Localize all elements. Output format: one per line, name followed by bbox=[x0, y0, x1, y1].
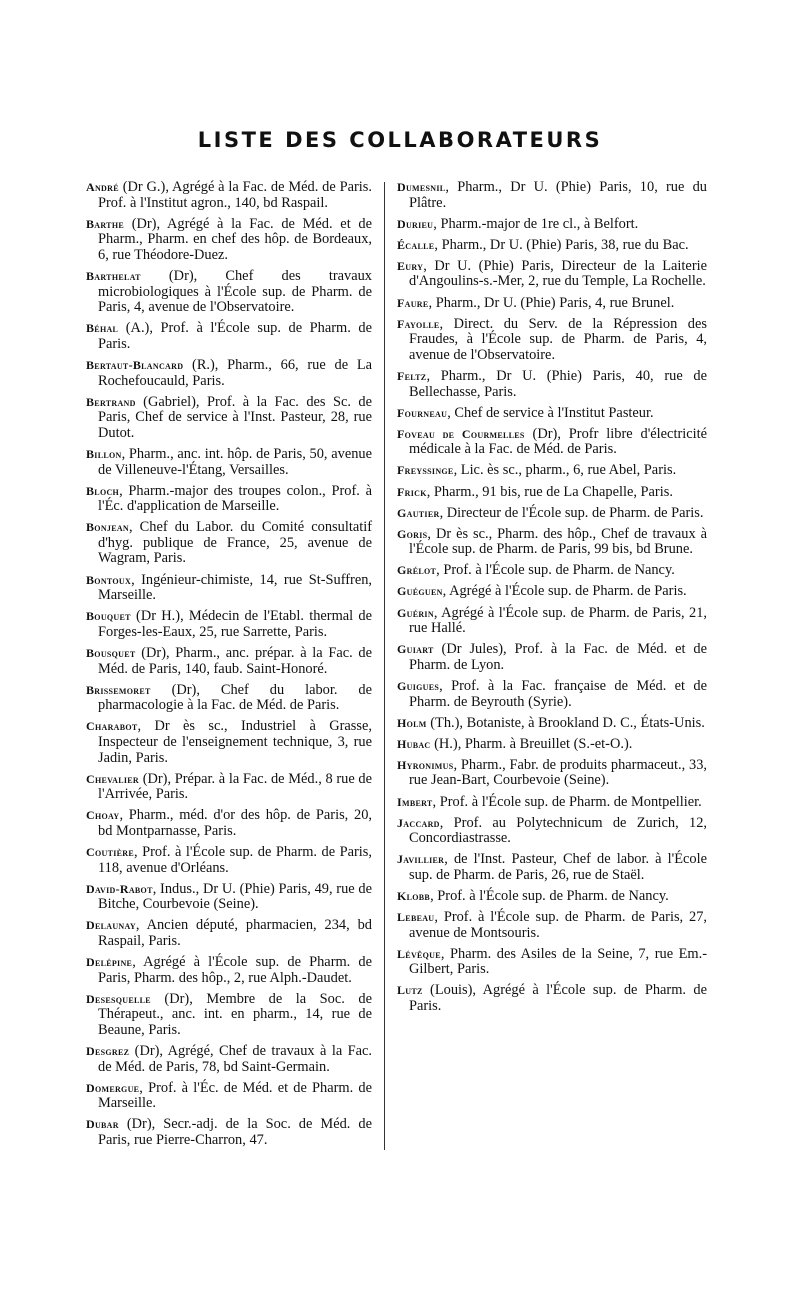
collaborator-details: , Pharm., Dr U. (Phie) Paris, 38, rue du Bac. bbox=[434, 236, 689, 253]
collaborator-name: Bousquet bbox=[86, 645, 136, 660]
collaborator-details: , Pharm., méd. d'or des hôp. de Paris, 20, bd Montparnasse, Paris. bbox=[98, 807, 372, 839]
collaborator-entry bbox=[397, 758, 707, 789]
collaborator-name: Bertrand bbox=[86, 394, 136, 409]
collaborator-name: Barthe bbox=[86, 216, 124, 231]
collaborator-details: , de l'Inst. Pasteur, Chef de labor. à l'École sup. de Pharm. de Paris, 26, rue de Staël. bbox=[409, 851, 707, 883]
collaborator-name: Béhal bbox=[86, 321, 119, 336]
collaborator-details: , Lic. ès sc., pharm., 6, rue Abel, Paris. bbox=[453, 462, 677, 479]
collaborator-entry bbox=[86, 484, 372, 515]
collaborator-details: (Dr), Agrégé à la Fac. de Méd. et de Pharm., Pharm. en chef des hôp. de Bordeaux, 6, rue Théodore-Duez. bbox=[98, 215, 372, 263]
collaborator-name: Jaccard bbox=[397, 815, 440, 830]
left-column bbox=[86, 180, 372, 1154]
collaborator-entry bbox=[397, 180, 707, 211]
collaborator-entry bbox=[86, 719, 372, 766]
collaborator-name: Freyssinge bbox=[397, 463, 454, 478]
collaborator-name: Guiart bbox=[397, 642, 434, 657]
collaborator-name: Eury bbox=[397, 258, 424, 273]
collaborator-entry bbox=[86, 683, 372, 714]
collaborator-entry bbox=[397, 716, 707, 732]
collaborator-details: (Dr), Chef des travaux microbiologiques à l'École sup. de Pharm. de Paris, 4, avenue de l'Observatoire. bbox=[98, 267, 372, 316]
collaborator-details: , Direct. du Serv. de la Répression des Fraudes, à l'École sup. de Pharm. de Paris, 4, avenue de l'Observatoire. bbox=[409, 315, 707, 363]
collaborator-name: Hubac bbox=[397, 736, 431, 751]
collaborator-entry bbox=[397, 983, 707, 1014]
collaborator-details: (H.), Pharm. à Breuillet (S.-et-O.). bbox=[430, 735, 633, 752]
collaborator-entry bbox=[86, 1044, 372, 1075]
collaborator-details: , Agrégé à l'École sup. de Pharm. de Paris, 21, rue Hallé. bbox=[409, 604, 707, 637]
collaborator-details: , Pharm.-major de 1re cl., à Belfort. bbox=[433, 215, 639, 232]
collaborator-name: Delépine bbox=[86, 955, 133, 970]
collaborator-details: , Ingénieur-chimiste, 14, rue St-Suffren, Marseille. bbox=[98, 571, 372, 604]
collaborator-name: Durieu bbox=[397, 216, 434, 231]
collaborator-name: Lévêque bbox=[397, 946, 441, 961]
collaborator-name: Dubar bbox=[86, 1117, 119, 1132]
collaborator-entry bbox=[397, 642, 707, 673]
collaborator-entry bbox=[397, 816, 707, 847]
collaborator-entry bbox=[397, 795, 707, 811]
collaborator-entry bbox=[397, 852, 707, 883]
collaborator-details: , Pharm., Dr U. (Phie) Paris, 40, rue de Bellechasse, Paris. bbox=[409, 367, 707, 400]
collaborator-details: , Dr ès sc., Pharm. des hôp., Chef de travaux à l'École sup. de Pharm. de Paris, 99 bis, bd Brune. bbox=[409, 525, 707, 558]
collaborator-details: , Prof. à l'École sup. de Pharm. de Paris, 27, avenue de Montsouris. bbox=[409, 909, 707, 941]
collaborator-name: Choay bbox=[86, 808, 120, 823]
collaborator-name: Desesquelle bbox=[86, 991, 151, 1006]
collaborator-details: , Pharm., Fabr. de produits pharmaceut., 33, rue Jean-Bart, Courbevoie (Seine). bbox=[409, 756, 707, 789]
collaborator-name: Grélot bbox=[397, 563, 437, 578]
collaborator-entry bbox=[86, 573, 372, 604]
collaborator-entry bbox=[86, 609, 372, 640]
collaborator-entry bbox=[397, 737, 707, 753]
collaborator-entry bbox=[397, 463, 707, 479]
collaborator-entry bbox=[86, 447, 372, 478]
collaborator-name: Billon bbox=[86, 446, 122, 461]
collaborator-entry bbox=[397, 506, 707, 522]
collaborator-entry bbox=[86, 269, 372, 316]
collaborator-name: Coutière bbox=[86, 844, 134, 859]
collaborator-name: Bouquet bbox=[86, 609, 131, 624]
collaborator-details: (Th.), Botaniste, à Brookland D. C., États-Unis. bbox=[426, 714, 705, 731]
collaborator-entry bbox=[397, 217, 707, 233]
collaborator-entry bbox=[86, 520, 372, 567]
collaborator-details: (Dr), Secr.-adj. de la Soc. de Méd. de Paris, rue Pierre-Charron, 47. bbox=[98, 1116, 372, 1148]
collaborator-details: , Prof. à l'École sup. de Pharm. de Nancy. bbox=[430, 887, 669, 904]
collaborator-name: Hyronimus bbox=[397, 757, 454, 772]
collaborator-name: Feltz bbox=[397, 368, 427, 383]
collaborator-entry bbox=[86, 321, 372, 352]
collaborator-name: Lutz bbox=[397, 983, 423, 998]
collaborator-entry bbox=[397, 406, 707, 422]
collaborator-details: , Prof. à la Fac. française de Méd. et de Pharm. de Beyrouth (Syrie). bbox=[409, 677, 707, 710]
collaborator-name: Goris bbox=[397, 526, 428, 541]
collaborator-entry bbox=[86, 217, 372, 264]
collaborator-entry bbox=[397, 606, 707, 637]
collaborator-details: (Dr), Profr libre d'électricité médicale à la Fac. de Méd. de Paris. bbox=[409, 425, 708, 458]
collaborator-details: , Prof. à l'École sup. de Pharm. de Montpellier. bbox=[432, 793, 702, 810]
collaborator-entry bbox=[86, 646, 372, 677]
collaborator-entry bbox=[86, 358, 372, 389]
collaborator-details: , Pharm., 91 bis, rue de La Chapelle, Paris. bbox=[426, 483, 673, 500]
collaborator-entry bbox=[86, 808, 372, 839]
collaborator-name: Bontoux bbox=[86, 572, 132, 587]
collaborator-details: , Pharm.-major des troupes colon., Prof. à l'Éc. d'application de Marseille. bbox=[98, 482, 372, 515]
collaborator-entry bbox=[397, 238, 707, 254]
collaborator-entry bbox=[397, 317, 707, 364]
collaborator-name: Fourneau bbox=[397, 405, 448, 420]
collaborator-details: , Ancien député, pharmacien, 234, bd Raspail, Paris. bbox=[98, 917, 372, 949]
collaborator-details: (Dr), Prépar. à la Fac. de Méd., 8 rue de l'Arrivée, Paris. bbox=[98, 770, 372, 803]
collaborator-details: (Dr), Chef du labor. de pharmacologie à la Fac. de Méd. de Paris. bbox=[98, 681, 372, 714]
collaborator-entry bbox=[397, 527, 707, 558]
collaborator-details: , Directeur de l'École sup. de Pharm. de Paris. bbox=[439, 504, 704, 521]
collaborator-details: (Dr H.), Médecin de l'Etabl. thermal de Forges-les-Eaux, 25, rue Sarrette, Paris. bbox=[98, 608, 372, 640]
collaborator-name: Fayolle bbox=[397, 316, 440, 331]
collaborator-entry bbox=[397, 259, 707, 290]
collaborator-entry bbox=[86, 180, 372, 211]
collaborator-entry bbox=[86, 395, 372, 442]
column-divider bbox=[384, 182, 385, 1150]
collaborator-details: , Pharm., anc. int. hôp. de Paris, 50, avenue de Villeneuve-l'Étang, Versailles. bbox=[98, 445, 372, 478]
collaborator-name: Bertaut-Blancard bbox=[86, 357, 184, 372]
collaborator-entry bbox=[86, 882, 372, 913]
collaborator-entry bbox=[86, 772, 372, 803]
collaborator-details: (A.), Prof. à l'École sup. de Pharm. de Paris. bbox=[98, 320, 372, 352]
collaborator-name: Frick bbox=[397, 484, 427, 499]
collaborator-entry bbox=[86, 992, 372, 1039]
collaborator-name: Faure bbox=[397, 295, 429, 310]
collaborator-entry bbox=[397, 889, 707, 905]
collaborator-entry bbox=[86, 1081, 372, 1112]
collaborator-details: , Prof. à l'École sup. de Pharm. de Nancy. bbox=[436, 562, 675, 579]
collaborator-details: , Prof. à l'Éc. de Méd. et de Pharm. de Marseille. bbox=[98, 1079, 372, 1112]
collaborator-details: (Louis), Agrégé à l'École sup. de Pharm. de Paris. bbox=[409, 982, 707, 1015]
collaborator-details: (R.), Pharm., 66, rue de La Rochefoucauld, Paris. bbox=[98, 356, 372, 389]
collaborator-entry bbox=[397, 563, 707, 579]
collaborator-name: Imbert bbox=[397, 794, 433, 809]
collaborator-name: Desgrez bbox=[86, 1044, 130, 1058]
collaborator-entry bbox=[86, 1117, 372, 1148]
collaborator-name: Dumesnil bbox=[397, 180, 446, 194]
collaborator-name: Brissemoret bbox=[86, 682, 151, 697]
collaborator-details: (Gabriel), Prof. à la Fac. des Sc. de Paris, Chef de service à l'Inst. Pasteur, 28, rue Dutot. bbox=[98, 393, 372, 441]
collaborator-details: (Dr Jules), Prof. à la Fac. de Méd. et de Pharm. de Lyon. bbox=[409, 641, 707, 673]
collaborator-entry bbox=[397, 584, 707, 600]
collaborator-name: Guérin bbox=[397, 605, 434, 620]
collaborator-name: Klobb bbox=[397, 888, 431, 903]
collaborator-entry bbox=[397, 296, 707, 312]
collaborator-details: , Pharm., Dr U. (Phie) Paris, 10, rue du Plâtre. bbox=[409, 179, 707, 211]
collaborator-name: Gautier bbox=[397, 505, 440, 520]
collaborator-name: Delaunay bbox=[86, 918, 136, 933]
collaborator-entry bbox=[86, 918, 372, 949]
collaborator-details: , Agrégé à l'École sup. de Pharm. de Paris, Pharm. des hôp., 2, rue Alph.-Daudet. bbox=[98, 954, 372, 986]
collaborator-name: Barthelat bbox=[86, 268, 141, 283]
collaborator-name: Foveau de Courmelles bbox=[397, 426, 525, 441]
collaborator-entry bbox=[397, 485, 707, 501]
collaborator-details: , Pharm., Dr U. (Phie) Paris, 4, rue Brunel. bbox=[428, 294, 675, 311]
collaborator-name: Javillier bbox=[397, 852, 445, 867]
collaborator-name: David-Rabot bbox=[86, 881, 153, 896]
collaborator-details: (Dr), Agrégé, Chef de travaux à la Fac. de Méd. de Paris, 78, bd Saint-Germain. bbox=[98, 1043, 372, 1075]
right-column bbox=[397, 180, 707, 1020]
collaborator-name: Guigues bbox=[397, 678, 440, 693]
collaborator-name: Bloch bbox=[86, 483, 120, 498]
collaborator-entry bbox=[397, 369, 707, 400]
collaborator-details: , Chef de service à l'Institut Pasteur. bbox=[447, 404, 654, 421]
collaborator-entry bbox=[397, 679, 707, 710]
collaborator-details: (Dr), Pharm., anc. prépar. à la Fac. de Méd. de Paris, 140, faub. Saint-Honoré. bbox=[98, 644, 372, 677]
collaborator-name: Charabot bbox=[86, 719, 138, 734]
collaborator-details: , Agrégé à l'École sup. de Pharm. de Paris. bbox=[442, 583, 687, 600]
collaborator-details: (Dr G.), Agrégé à la Fac. de Méd. de Paris. Prof. à l'Institut agron., 140, bd Raspail. bbox=[98, 179, 372, 211]
collaborator-details: , Dr U. (Phie) Paris, Directeur de la Laiterie d'Angoulins-s.-Mer, 2, rue du Temple, La Rochelle. bbox=[409, 257, 707, 290]
collaborator-name: Lebeau bbox=[397, 910, 435, 925]
collaborator-name: Holm bbox=[397, 715, 427, 730]
collaborator-entry bbox=[397, 947, 707, 978]
collaborator-name: Bonjean bbox=[86, 520, 129, 535]
page-title: LISTE DES COLLABORATEURS bbox=[197, 128, 603, 152]
collaborator-name: Domergue bbox=[86, 1080, 140, 1095]
collaborator-name: Guéguen bbox=[397, 584, 443, 599]
collaborator-name: André bbox=[86, 180, 119, 194]
collaborator-details: , Prof. à l'École sup. de Pharm. de Paris, 118, avenue d'Orléans. bbox=[98, 843, 372, 876]
collaborator-entry bbox=[86, 955, 372, 986]
collaborator-details: , Dr ès sc., Industriel à Grasse, Inspecteur de l'enseignement technique, 3, rue Jadin, Paris. bbox=[98, 718, 372, 766]
collaborator-name: Écalle bbox=[397, 237, 435, 252]
collaborator-details: (Dr), Membre de la Soc. de Thérapeut., anc. int. en pharm., 14, rue de Beaune, Paris. bbox=[98, 990, 372, 1038]
collaborator-details: , Indus., Dr U. (Phie) Paris, 49, rue de Bitche, Courbevoie (Seine). bbox=[98, 880, 372, 913]
collaborator-details: , Prof. au Polytechnicum de Zurich, 12, Concordiastrasse. bbox=[409, 814, 707, 847]
collaborator-details: , Chef du Labor. du Comité consultatif d'hyg. publique de France, 25, avenue de Wagram, Paris. bbox=[98, 519, 372, 567]
collaborator-entry bbox=[86, 845, 372, 876]
collaborator-entry bbox=[397, 427, 707, 458]
collaborator-details: , Pharm. des Asiles de la Seine, 7, rue Em.-Gilbert, Paris. bbox=[409, 945, 707, 978]
collaborator-entry bbox=[397, 910, 707, 941]
collaborator-name: Chevalier bbox=[86, 771, 140, 786]
